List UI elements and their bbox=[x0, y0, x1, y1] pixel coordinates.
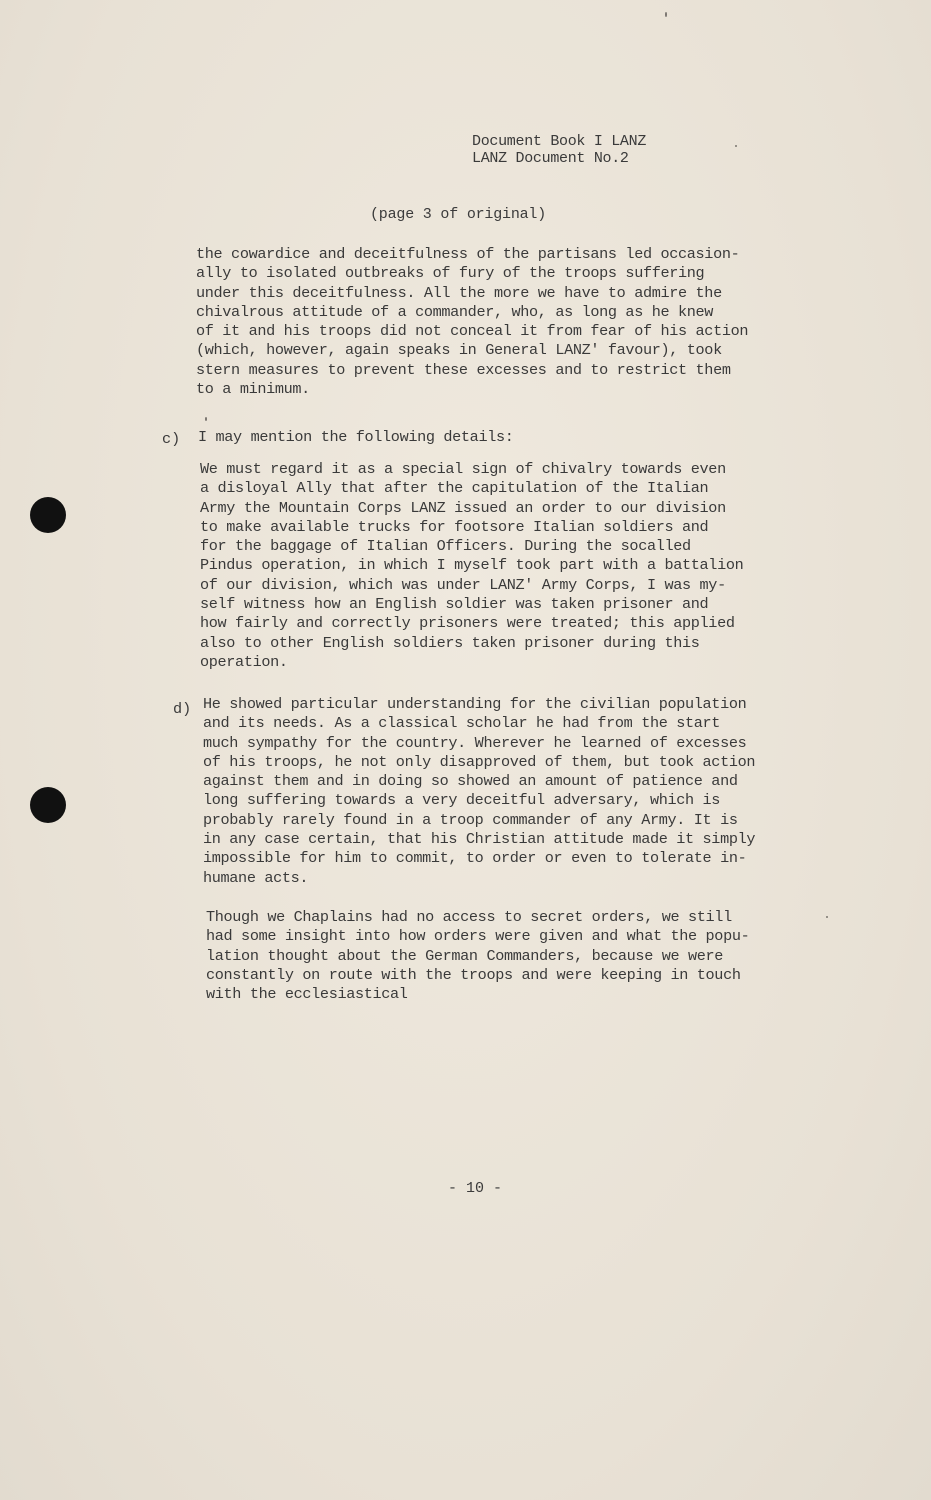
paragraph-line: operation. bbox=[200, 652, 288, 671]
paragraph-line: and its needs. As a classical scholar he had from the start bbox=[203, 714, 721, 733]
paragraph-line: much sympathy for the country. Wherever he learned of excesses bbox=[203, 733, 747, 752]
paragraph-line: probably rarely found in a troop commander of any Army. It is bbox=[203, 810, 738, 829]
paragraph-line: of his troops, he not only disapproved of them, but took action bbox=[203, 752, 756, 771]
header-book-ref: Document Book I LANZ bbox=[472, 133, 647, 150]
header-document-number: LANZ Document No.2 bbox=[472, 150, 629, 167]
paragraph-line: also to other English soldiers taken prisoner during this bbox=[200, 633, 700, 652]
paragraph-line: I may mention the following details: bbox=[198, 428, 514, 446]
paragraph-line: constantly on route with the troops and were keeping in touch bbox=[206, 965, 741, 984]
paragraph-line: impossible for him to commit, to order or even to tolerate in- bbox=[203, 849, 747, 868]
paragraph-line: Though we Chaplains had no access to secret orders, we still bbox=[206, 908, 732, 926]
paragraph-line: the cowardice and deceitfulness of the partisans led occasion- bbox=[196, 245, 740, 263]
punch-hole-upper bbox=[30, 497, 66, 533]
paragraph-line: stern measures to prevent these excesses and to restrict them bbox=[196, 360, 731, 379]
section-d-label: d) bbox=[173, 700, 192, 718]
paragraph-line: with the ecclesiastical bbox=[206, 985, 408, 1004]
paragraph-line: self witness how an English soldier was taken prisoner and bbox=[200, 595, 709, 614]
page-number: - 10 - bbox=[448, 1180, 503, 1197]
paragraph-line: Army the Mountain Corps LANZ issued an order to our division bbox=[200, 498, 726, 517]
paragraph-line: of our division, which was under LANZ' Army Corps, I was my- bbox=[200, 575, 726, 594]
paragraph-line: long suffering towards a very deceitful adversary, which is bbox=[203, 791, 721, 810]
paragraph-line: We must regard it as a special sign of chivalry towards even bbox=[200, 460, 726, 478]
paragraph-line: lation thought about the German Commanders, because we were bbox=[206, 946, 724, 965]
paragraph-line: had some insight into how orders were given and what the popu- bbox=[206, 927, 750, 946]
paragraph-line: under this deceitfulness. All the more we have to admire the bbox=[196, 283, 722, 302]
paragraph-line: (which, however, again speaks in General LANZ' favour), took bbox=[196, 341, 722, 360]
paragraph-line: ally to isolated outbreaks of fury of the troops suffering bbox=[196, 264, 705, 283]
paper-speck bbox=[826, 916, 828, 918]
paragraph-line: in any case certain, that his Christian attitude made it simply bbox=[203, 830, 756, 849]
section-c-body bbox=[200, 460, 743, 672]
section-c-label: c) bbox=[162, 430, 181, 448]
paragraph-line: chivalrous attitude of a commander, who, as long as he knew bbox=[196, 302, 714, 321]
paragraph-line: a disloyal Ally that after the capitulation of the Italian bbox=[200, 479, 709, 498]
paragraph-line: for the baggage of Italian Officers. During the socalled bbox=[200, 537, 691, 556]
paragraph-line: humane acts. bbox=[203, 868, 309, 887]
paper-speck bbox=[735, 145, 737, 147]
paper-speck bbox=[665, 12, 667, 17]
paper-speck bbox=[205, 417, 207, 421]
paragraph-line: Pindus operation, in which I myself took part with a battalion bbox=[200, 556, 744, 575]
paragraph-line: to a minimum. bbox=[196, 380, 310, 399]
closing-paragraph bbox=[206, 908, 749, 1004]
paragraph-line: He showed particular understanding for the civilian population bbox=[203, 695, 747, 713]
original-page-reference: (page 3 of original) bbox=[370, 206, 547, 223]
paragraph-line: against them and in doing so showed an amount of patience and bbox=[203, 772, 738, 791]
document-header bbox=[472, 133, 646, 167]
paragraph-line: of it and his troops did not conceal it from fear of his action bbox=[196, 322, 749, 341]
paragraph-line: how fairly and correctly prisoners were treated; this applied bbox=[200, 614, 735, 633]
intro-paragraph bbox=[196, 245, 748, 399]
section-d-body bbox=[203, 695, 755, 888]
punch-hole-lower bbox=[30, 787, 66, 823]
section-c-intro bbox=[198, 428, 514, 447]
paragraph-line: to make available trucks for footsore Italian soldiers and bbox=[200, 517, 709, 536]
